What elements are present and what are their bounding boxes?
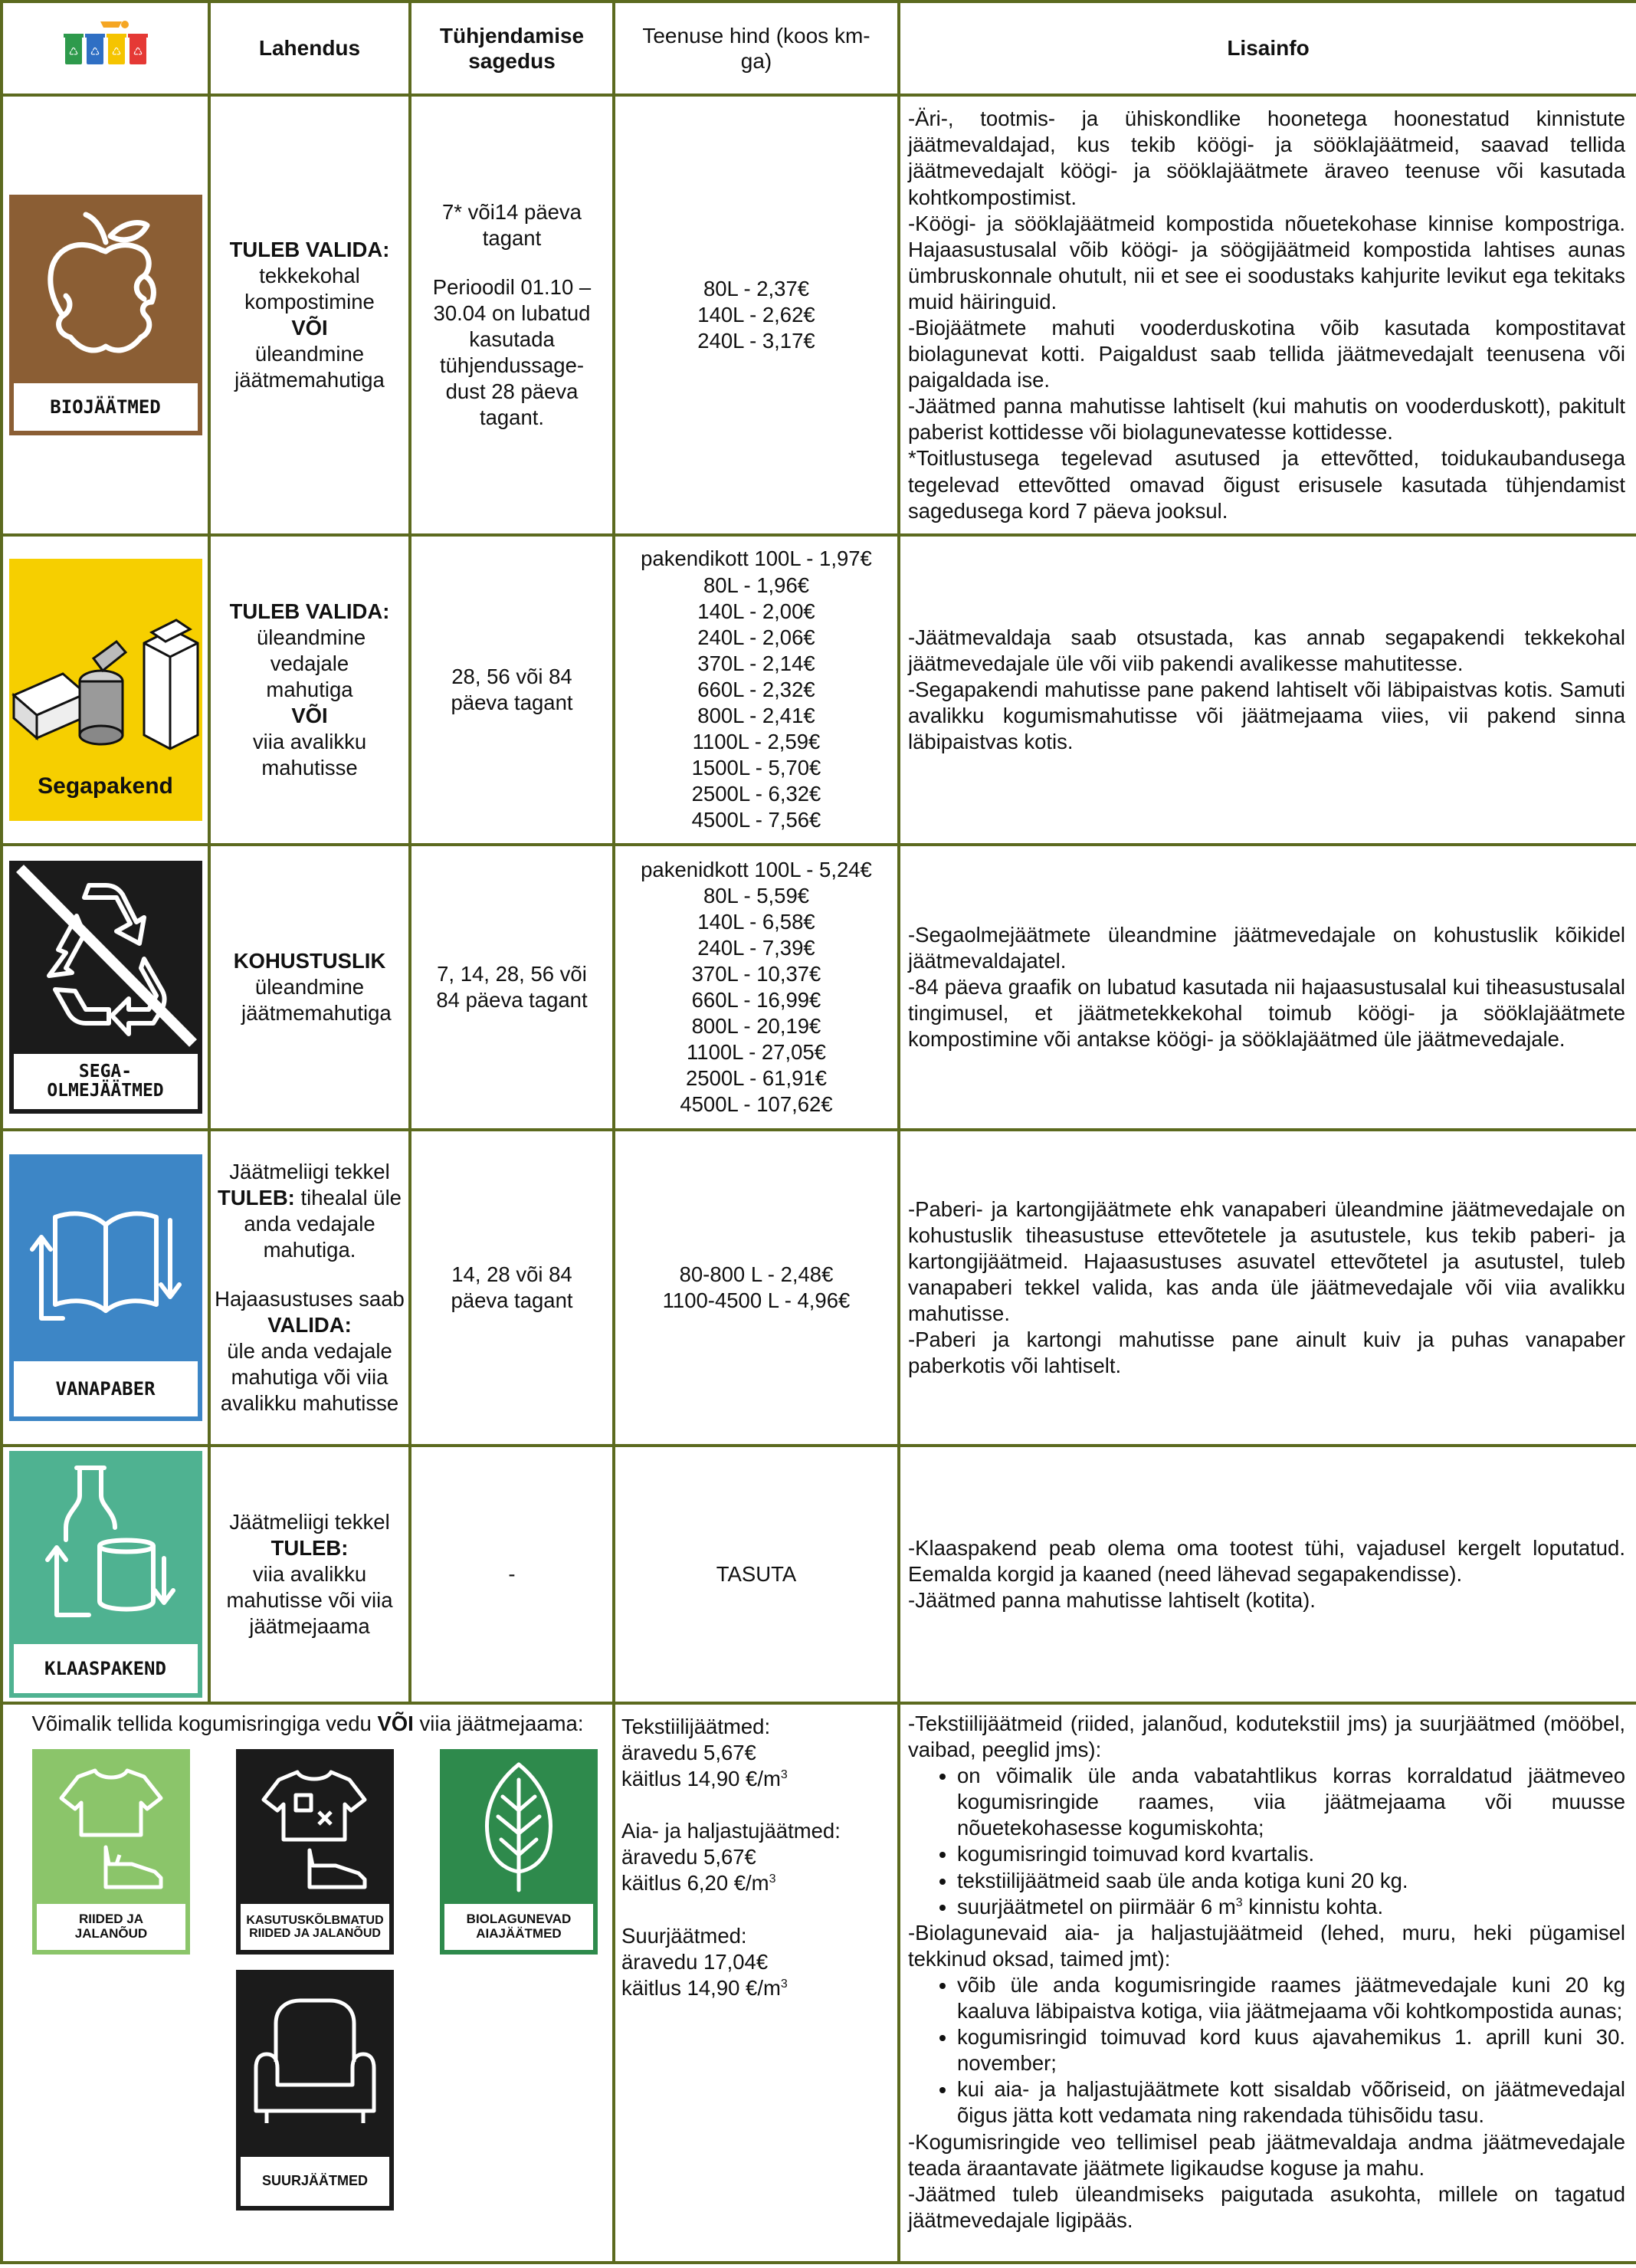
price-line: 80L - 1,96€ xyxy=(703,573,810,597)
price-line: 4500L - 7,56€ xyxy=(691,808,821,832)
list-item: • on võimalik üle anda vabatahtlikus korras korraldatud jäätmeveo kogumisringide raames, viia jäätmejaama või muusse nõuetekohasesse kogumiskohta; xyxy=(957,1763,1625,1841)
price-line: 4500L - 107,62€ xyxy=(680,1092,833,1117)
paper-prices xyxy=(614,1130,899,1446)
clothes-tile xyxy=(32,1749,190,1955)
mixed-frequency xyxy=(410,845,614,1130)
info-paragraph: -Köögi- ja sööklajäätmeid kompostida nõuetekohase kinnise kompostriga. Hajaasustusalal võib köögi- ja söögijäätmeid kompostida lahtises aunas ümbruskonnale ohutult, nii et see ei soodustaks kahjurite levikut ega tekitaks muid häiringuid. xyxy=(908,211,1625,313)
paper-solution-4: üle anda vedajale mahutiga või viia avalikku mahutisse xyxy=(220,1339,399,1416)
mixed-waste-tile xyxy=(9,861,202,1114)
pack-solution xyxy=(209,535,410,845)
paper-solution-strong: TULEB: xyxy=(218,1185,295,1209)
price-garden-heading: Aia- ja haljastujäätmed: xyxy=(621,1819,841,1843)
mixed-solution xyxy=(209,845,410,1130)
apple-core-icon xyxy=(9,195,202,371)
glass-label: KLAASPAKEND xyxy=(14,1644,198,1693)
list-item: • võib üle anda kogumisringide raames jäätmevedajale kuni 20 kg kaaluva läbipaistva kotiga, viia jäätmejaama või kohtkompostida aunas; xyxy=(957,1972,1625,2024)
price-line: 1100-4500 L - 4,96€ xyxy=(662,1288,851,1312)
info-paragraph: *Toitlustusega tegelevad asutused ja ettevõtted, toidukaubandusega tegelevad ettevõtted omavad õigust erisusele kasutada tühjendamist sagedusega kord 7 päeva jooksul. xyxy=(908,446,1625,523)
price-line: 370L - 2,14€ xyxy=(697,651,815,675)
price-bulky-2: käitlus 14,90 €/m xyxy=(621,1975,781,2000)
paper-tile xyxy=(9,1154,202,1421)
collect-tiles-cell xyxy=(2,1703,614,2263)
price-bulky-1: äravedu 17,04€ xyxy=(621,1949,769,1974)
price-line: 660L - 2,32€ xyxy=(697,677,815,701)
price-line: 2500L - 6,32€ xyxy=(691,782,821,806)
bio-solution-b: üleandmine jäätmemahutiga xyxy=(234,342,385,392)
glass-solution-1: Jäätmeliigi tekkel xyxy=(229,1509,390,1534)
unit-superscript: 3 xyxy=(780,1977,788,1991)
tshirt-shoe-icon xyxy=(32,1749,190,1895)
biowaste-label: BIOJÄÄTMED xyxy=(14,383,198,431)
bio-solution-or: VÕI xyxy=(291,316,328,340)
paper-solution-3-line xyxy=(211,1286,408,1338)
unit-superscript: 3 xyxy=(780,1768,788,1782)
bio-frequency-a: 7* või14 päeva tagant xyxy=(442,199,582,250)
collect-intro-or: VÕI xyxy=(377,1712,414,1735)
mixed-waste-label xyxy=(14,1054,198,1109)
header-price xyxy=(614,2,899,95)
price-line: 80L - 2,37€ xyxy=(703,276,810,300)
info-paragraph: -Jäätmed panna mahutisse lahtiselt (kotita). xyxy=(908,1588,1316,1613)
paper-tile-cell xyxy=(2,1130,209,1446)
bulky-waste-tile xyxy=(236,1970,394,2211)
collect-info xyxy=(899,1703,1636,2263)
price-line: pakendikott 100L - 1,97€ xyxy=(641,546,872,571)
bio-prices xyxy=(614,95,899,535)
bio-info xyxy=(899,95,1636,535)
unusable-clothes-label xyxy=(241,1904,389,1950)
price-line: 1100L - 27,05€ xyxy=(687,1040,826,1065)
pack-solution-b: viia avalikku mahutisse xyxy=(252,730,367,780)
pack-info xyxy=(899,535,1636,845)
unusable-label-a: KASUTUSKÕLBMATUD xyxy=(246,1913,384,1927)
bio-solution xyxy=(209,95,410,535)
paper-label: VANAPABER xyxy=(14,1361,198,1416)
mixed-info xyxy=(899,845,1636,1130)
glass-info xyxy=(899,1446,1636,1703)
biowaste-tile xyxy=(9,195,202,435)
price-textile-2: käitlus 14,90 €/m xyxy=(621,1767,781,1791)
info-paragraph: -Segapakendi mahutisse pane pakend lahtiselt või läbipaistvas kotis. Samuti avalikku kogumismahutisse või jäätmejaama viies, vii pakend sinna läbipaistvas kotis. xyxy=(908,677,1625,754)
row-glass-packaging xyxy=(2,1446,1636,1703)
bio-frequency-b: Perioodil 01.10 – 30.04 on lubatud kasutada tühjendussage-dust 28 päeva tagant. xyxy=(432,274,592,430)
info-paragraph: -Biolagunevaid aia- ja haljastujäätmeid (lehed, muru, heki pügamisel tekkinud oksad, taimed jmt): xyxy=(908,1920,1625,1971)
info-paragraph: -84 päeva graafik on lubatud kasutada nii hajaasustusalal kui tiheasustusalal tingimusel, et jäätmetekkekohal toimub köögi- ja sööklajäätmete kompostimine või antakse köögi- ja sööklajäätmed üle jäätmevedajale. xyxy=(908,974,1625,1052)
garden-waste-label xyxy=(444,1904,593,1950)
garden-waste-tile xyxy=(440,1749,598,1955)
svg-text:♺: ♺ xyxy=(111,46,121,59)
list-item: • kogumisringid toimuvad kord kuus ajavahemikus 1. aprill kuni 30. november; xyxy=(957,2024,1625,2076)
packaging-tile xyxy=(9,559,202,821)
price-line: 240L - 7,39€ xyxy=(697,935,815,960)
pack-solution-strong: TULEB VALIDA: xyxy=(229,599,390,623)
info-paragraph: -Jäätmed panna mahutisse lahtiselt (kui mahutis on vooderduskott), pakitult paberist kottidesse või biolagunevatesse kottidesse. xyxy=(908,394,1625,445)
price-garden-2-line xyxy=(621,1870,891,1896)
mixed-solution-a: üleandmine jäätmemahutiga xyxy=(241,974,392,1026)
price-line: 240L - 3,17€ xyxy=(697,329,815,353)
row-mixed-packaging xyxy=(2,535,1636,845)
bulky-limit-text-a: suurjäätmetel on piirmäär 6 m xyxy=(957,1894,1236,1918)
mixed-prices xyxy=(614,845,899,1130)
paper-info xyxy=(899,1130,1636,1446)
price-line: 800L - 20,19€ xyxy=(691,1014,821,1039)
textile-bulky-list xyxy=(908,1763,1625,1920)
header-frequency-text: Tühjendamise sagedus xyxy=(439,23,585,73)
info-paragraph: -Jäätmed tuleb üleandmiseks paigutada asukohta, millele on tagatud jäätmevedajale ligipääs. xyxy=(908,2181,1625,2232)
info-paragraph: -Klaaspakend peab olema oma tootest tühi, vajadusel kergelt loputatud. Eemalda korgid ja kaaned (need lähevad segapakendisse). xyxy=(908,1535,1625,1586)
price-line: 140L - 6,58€ xyxy=(697,909,815,934)
unit-superscript: 3 xyxy=(1235,1895,1243,1909)
clothes-label-a: RIIDED JA xyxy=(78,1912,144,1927)
pack-frequency xyxy=(410,535,614,845)
collect-prices xyxy=(614,1703,899,2263)
pack-frequency-text: 28, 56 või 84 päeva tagant xyxy=(451,664,573,714)
garden-label-a: BIOLAGUNEVAD xyxy=(466,1912,572,1927)
glass-solution-strong: TULEB: xyxy=(270,1535,349,1560)
paper-solution-strong2: VALIDA: xyxy=(267,1313,352,1337)
unusable-label-b: RIIDED JA JALANÕUD xyxy=(249,1927,381,1941)
row-collection-round xyxy=(2,1703,1636,2263)
svg-text:♺: ♺ xyxy=(90,46,100,59)
info-paragraph: -Paberi ja kartongi mahutisse pane ainult kuiv ja puhas vanapaber paberkotis või lahtiselt. xyxy=(908,1328,1625,1378)
paper-solution-3: Hajaasustuses saab xyxy=(215,1286,405,1311)
glass-solution-2: viia avalikku mahutisse või viia jäätmejaama xyxy=(226,1561,393,1639)
glass-tile-cell xyxy=(2,1446,209,1703)
info-paragraph: -Tekstiilijäätmeid (riided, jalanõud, kodutekstiil jms) ja suurjäätmed (mööbel, vaibad, peeglid jms): xyxy=(908,1712,1625,1762)
info-paragraph: -Äri-, tootmis- ja ühiskondlike hoonetega hoonestatud kinnistute jäätmevaldajad, kus tekib köögi- ja sööklajäätmeid, saavad tellida jäätmevedajalt köögi- ja sööklajäätmete äraveo teenuse või kasutada kohtkompostimist. xyxy=(908,107,1625,209)
mixed-waste-label-b: OLMEJÄÄTMED xyxy=(47,1081,164,1101)
bio-tile-cell xyxy=(2,95,209,535)
collect-intro-b: viia jäätmejaama: xyxy=(419,1712,584,1735)
unit-superscript: 3 xyxy=(769,1872,776,1886)
info-paragraph: -Segaolmejäätmete üleandmine jäätmevedajale on kohustuslik kõikidel jäätmevaldajatel. xyxy=(908,922,1625,973)
price-line: 80-800 L - 2,48€ xyxy=(679,1262,834,1286)
price-textile-heading: Tekstiilijäätmed: xyxy=(621,1715,771,1738)
damaged-clothes-icon xyxy=(236,1749,394,1895)
price-bulky-2-line xyxy=(621,1975,891,2001)
clothes-label xyxy=(37,1904,185,1950)
recycling-bins-icon xyxy=(48,18,163,72)
price-line: 240L - 2,06€ xyxy=(697,625,815,649)
glass-solution xyxy=(209,1446,410,1703)
list-item: • kogumisringid toimuvad kord kvartalis. xyxy=(957,1841,1625,1867)
info-paragraph: -Kogumisringide veo tellimisel peab jäätmevaldaja andma jäätmevedajale teada äraantavate jäätmete ligikaudse koguse ja mahu. xyxy=(908,2129,1625,2180)
mixed-tile-cell xyxy=(2,845,209,1130)
unusable-clothes-tile xyxy=(236,1749,394,1955)
list-item: • kui aia- ja haljastujäätmete kott sisaldab võõriseid, on jäätmevedajal õigus jätta kott vedamata ning rakendada tühisõidu tasu. xyxy=(957,2076,1625,2129)
leaf-icon xyxy=(440,1749,598,1895)
price-line: 2500L - 61,91€ xyxy=(685,1066,827,1091)
packaging-items-icon xyxy=(9,559,202,758)
header-info: Lisainfo xyxy=(899,2,1636,95)
pack-prices xyxy=(614,535,899,845)
paper-solution-2: tihealal üle anda vedajale mahutiga. xyxy=(244,1185,402,1262)
mixed-waste-label-a: SEGA- xyxy=(78,1061,133,1081)
price-line: pakenidkott 100L - 5,24€ xyxy=(641,857,872,881)
info-paragraph: -Jäätmevaldaja saab otsustada, kas annab segapakendi tekkekohal jäätmevedajale üle või viib pakendi avalikesse mahutitesse. xyxy=(908,625,1625,675)
price-garden-2: käitlus 6,20 €/m xyxy=(621,1871,769,1895)
collect-intro xyxy=(3,1705,612,1737)
row-mixed-municipal xyxy=(2,845,1636,1130)
garden-waste-list xyxy=(908,1972,1625,2129)
paper-solution-1: Jäätmeliigi tekkel xyxy=(229,1159,390,1183)
pack-solution-a: üleandmine vedajale mahutiga xyxy=(257,625,366,701)
price-garden-1: äravedu 5,67€ xyxy=(621,1845,756,1869)
info-paragraph: -Biojäätmete mahuti vooderduskotina võib kasutada kompostitavat biolagunevat kotti. Paigaldust saab tellida jäätmevedajalt teenusena või paigaldada ise. xyxy=(908,316,1625,392)
bulky-waste-label: SUURJÄÄTMED xyxy=(241,2157,389,2206)
price-line: 1500L - 5,70€ xyxy=(691,756,821,780)
info-paragraph: -Paberi- ja kartongijäätmete ehk vanapaberi üleandmine jäätmevedajale on kohustuslik tiheasustuse ettevõtetele ja asutustele, kus tekib paberi- ja kartongijäätmeid. Hajaasustuses asuvatel ettevõtetel ja asutustel, tuleb vanapaberi tekkel valida, kas anda üle jäätmevedajale või viia avalikku mahutisse. xyxy=(908,1196,1625,1326)
header-frequency xyxy=(410,2,614,95)
header-solution: Lahendus xyxy=(209,2,410,95)
price-textile-1: äravedu 5,67€ xyxy=(621,1741,756,1765)
pack-tile-cell xyxy=(2,535,209,845)
price-textile-2-line xyxy=(621,1766,891,1792)
svg-text:♺: ♺ xyxy=(68,46,78,59)
price-bulky-heading: Suurjäätmed: xyxy=(621,1923,747,1948)
bulky-limit-text-b: kinnistu kohta. xyxy=(1242,1894,1384,1918)
row-biowaste xyxy=(2,95,1636,535)
price-line: 140L - 2,62€ xyxy=(697,302,815,327)
glass-price: TASUTA xyxy=(614,1446,899,1703)
packaging-label: Segapakend xyxy=(38,773,173,799)
price-line: 660L - 16,99€ xyxy=(691,988,821,1012)
pack-solution-or: VÕI xyxy=(291,704,328,728)
list-item xyxy=(957,1894,1625,1920)
mixed-solution-strong: KOHUSTUSLIK xyxy=(233,948,386,973)
clothes-label-b: JALANÕUD xyxy=(74,1926,148,1941)
paper-frequency xyxy=(410,1130,614,1446)
header-logo-cell xyxy=(2,2,209,95)
list-item: • tekstiilijäätmeid saab üle anda kotiga kuni 20 kg. xyxy=(957,1868,1625,1894)
header-row xyxy=(2,2,1636,95)
row-waste-paper xyxy=(2,1130,1636,1446)
collect-intro-a: Võimalik tellida kogumisringiga vedu xyxy=(31,1712,372,1735)
mixed-frequency-text: 7, 14, 28, 56 või 84 päeva tagant xyxy=(436,961,588,1012)
glass-frequency: - xyxy=(410,1446,614,1703)
paper-solution xyxy=(209,1130,410,1446)
price-line: 80L - 5,59€ xyxy=(703,883,810,908)
bio-frequency xyxy=(410,95,614,535)
bio-solution-a: tekkekohal kompostimine xyxy=(244,263,375,313)
svg-text:♺: ♺ xyxy=(133,46,143,59)
bio-solution-strong: TULEB VALIDA: xyxy=(229,237,390,261)
header-price-text: Teenuse hind (koos km-ga) xyxy=(642,23,870,73)
price-line: 140L - 2,00€ xyxy=(697,599,815,623)
price-line: 1100L - 2,59€ xyxy=(692,730,821,754)
bottle-jar-icon xyxy=(9,1451,202,1635)
garden-label-b: AIAJÄÄTMED xyxy=(476,1926,562,1941)
crossed-recycle-icon xyxy=(9,861,202,1052)
price-line: 370L - 10,37€ xyxy=(691,961,821,986)
paper-solution-strong-line xyxy=(211,1185,408,1263)
armchair-icon xyxy=(236,1970,394,2146)
glass-tile xyxy=(9,1451,202,1698)
paper-frequency-text: 14, 28 või 84 päeva tagant xyxy=(451,1262,573,1312)
price-line: 800L - 2,41€ xyxy=(697,704,815,728)
open-book-icon xyxy=(9,1154,202,1354)
